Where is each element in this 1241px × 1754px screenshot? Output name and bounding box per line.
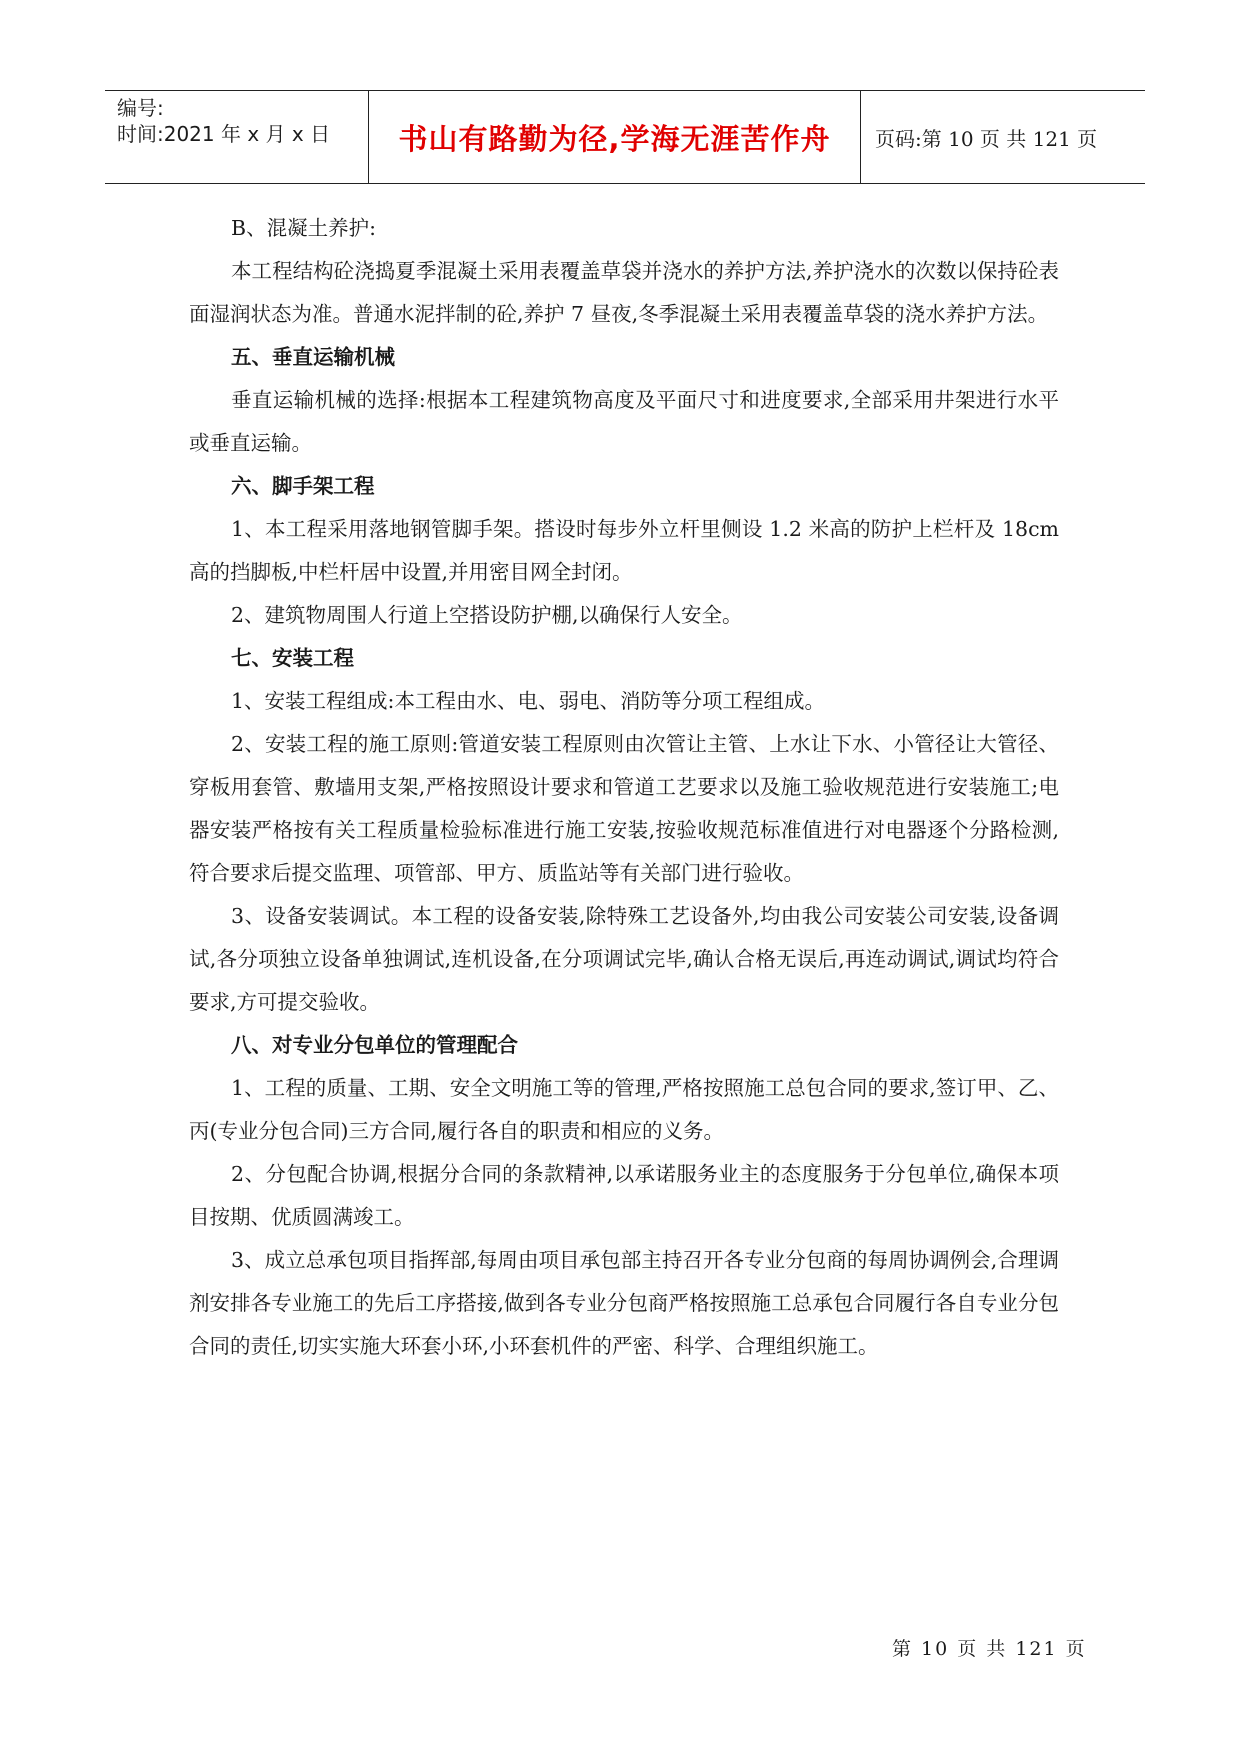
- paragraph-subcontractor-3: 3、成立总承包项目指挥部,每周由项目承包部主持召开各专业分包商的每周协调例会,合理调剂安排各专业施工的先后工序搭接,做到各专业分包商严格按照施工总承包合同履行各自专业分包合同的责任,切实实施大环套小环,小环套机件的严密、科学、合理组织施工。: [189, 1248, 1059, 1358]
- paragraph-scaffolding-2: 2、建筑物周围人行道上空搭设防护棚,以确保行人安全。: [231, 603, 743, 627]
- section-heading-scaffolding: 六、脚手架工程: [231, 474, 375, 498]
- header-meta-cell: [105, 91, 369, 183]
- paragraph-installation-3: 3、设备安装调试。本工程的设备安装,除特殊工艺设备外,均由我公司安装公司安装,设备调试,各分项独立设备单独调试,连机设备,在分项调试完毕,确认合格无误后,再连动调试,调试均符合要求,方可提交验收。: [189, 904, 1059, 1014]
- paragraph-installation-1: 1、安装工程组成:本工程由水、电、弱电、消防等分项工程组成。: [231, 689, 825, 713]
- page-header: [105, 90, 1145, 184]
- header-motto: 书山有路勤为径,学海无涯苦作舟: [369, 91, 861, 183]
- section-heading-vertical-transport: 五、垂直运输机械: [231, 345, 395, 369]
- section-heading-subcontractor-management: 八、对专业分包单位的管理配合: [231, 1033, 518, 1057]
- paragraph-subcontractor-1: 1、工程的质量、工期、安全文明施工等的管理,严格按照施工总包合同的要求,签订甲、乙、丙(专业分包合同)三方合同,履行各自的职责和相应的义务。: [189, 1076, 1059, 1143]
- paragraph-scaffolding-1: 1、本工程采用落地钢管脚手架。搭设时每步外立杆里侧设 1.2 米高的防护上栏杆及 18cm 高的挡脚板,中栏杆居中设置,并用密目网全封闭。: [189, 517, 1059, 584]
- document-body: [189, 207, 1059, 1368]
- paragraph-installation-2: 2、安装工程的施工原则:管道安装工程原则由次管让主管、上水让下水、小管径让大管径、穿板用套管、敷墙用支架,严格按照设计要求和管道工艺要求以及施工验收规范进行安装施工;电器安装严格按有关工程质量检验标准进行施工安装,按验收规范标准值进行对电器逐个分路检测,符合要求后提交监理、项管部、甲方、质监站等有关部门进行验收。: [189, 732, 1059, 885]
- paragraph-concrete-curing: 本工程结构砼浇捣夏季混凝土采用表覆盖草袋并浇水的养护方法,养护浇水的次数以保持砼表面湿润状态为准。普通水泥拌制的砼,养护 7 昼夜,冬季混凝土采用表覆盖草袋的浇水养护方法。: [189, 259, 1059, 326]
- document-number-label: 编号:: [117, 96, 164, 120]
- header-page-info: 页码:第 10 页 共 121 页: [875, 126, 1098, 151]
- document-time-label: 时间:2021 年 x 月 x 日: [117, 122, 331, 146]
- page-footer-number: 第 10 页 共 121 页: [892, 1638, 1087, 1660]
- paragraph-concrete-curing-title: B、混凝土养护:: [231, 216, 376, 240]
- section-heading-installation: 七、安装工程: [231, 646, 354, 670]
- paragraph-subcontractor-2: 2、分包配合协调,根据分合同的条款精神,以承诺服务业主的态度服务于分包单位,确保本项目按期、优质圆满竣工。: [189, 1162, 1059, 1229]
- paragraph-vertical-transport: 垂直运输机械的选择:根据本工程建筑物高度及平面尺寸和进度要求,全部采用井架进行水平或垂直运输。: [189, 388, 1059, 455]
